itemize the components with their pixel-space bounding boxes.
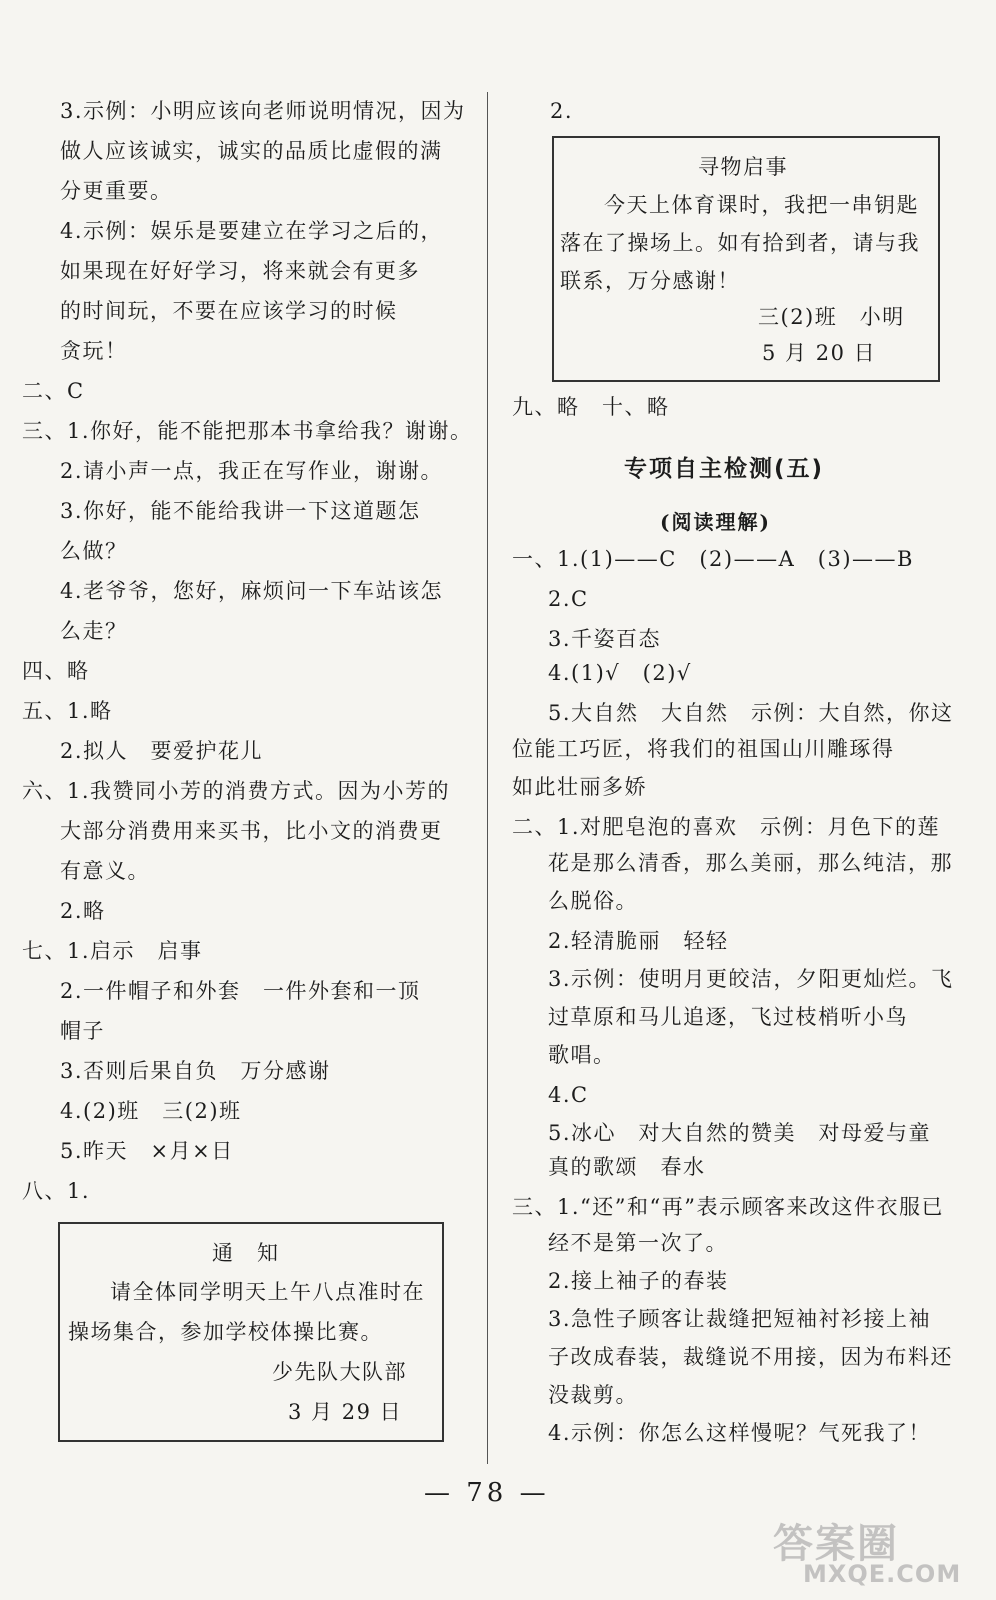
answer-line: 七、1.启示 启事 xyxy=(22,939,203,963)
answer-line: 过草原和马儿追逐，飞过枝梢听小鸟 xyxy=(548,1005,908,1029)
answer-line: 2. xyxy=(550,99,574,123)
notice-title: 通 知 xyxy=(212,1241,280,1265)
answer-line: 3.你好，能不能给我讲一下这道题怎 xyxy=(60,499,421,523)
answer-line: 2.轻清脆丽 轻轻 xyxy=(548,929,729,953)
answer-line: 六、1.我赞同小芳的消费方式。因为小芳的 xyxy=(22,779,451,803)
answer-line: 经不是第一次了。 xyxy=(548,1231,728,1255)
answer-line: 二、C xyxy=(22,379,85,403)
lost-notice-box xyxy=(552,136,940,382)
watermark-url: MXQE.COM xyxy=(803,1560,962,1588)
answer-line: 5.冰心 对大自然的赞美 对母爱与童 xyxy=(548,1121,932,1145)
answer-line: 4.示例：你怎么这样慢呢？气死我了！ xyxy=(548,1421,932,1445)
notice-signature: 少先队大队部 xyxy=(272,1360,407,1384)
answer-line: 帽子 xyxy=(60,1019,105,1043)
page-number: — 78 — xyxy=(424,1478,550,1508)
answer-line: 位能工巧匠，将我们的祖国山川雕琢得 xyxy=(512,737,895,761)
answer-line: 二、1.对肥皂泡的喜欢 示例：月色下的莲 xyxy=(512,815,941,839)
notice-body-line: 操场集合，参加学校体操比赛。 xyxy=(68,1320,383,1344)
notice-box xyxy=(58,1222,444,1442)
lost-notice-body-line: 今天上体育课时，我把一串钥匙 xyxy=(604,193,919,217)
answer-line: 如此壮丽多娇 xyxy=(512,775,647,799)
notice-body-line: 请全体同学明天上午八点准时在 xyxy=(110,1280,425,1304)
answer-line: 四、略 xyxy=(22,659,90,683)
notice-date: 3 月 29 日 xyxy=(288,1400,403,1424)
answer-line: 三、1.“还”和“再”表示顾客来改这件衣服已 xyxy=(512,1195,944,1219)
answer-line: 歌唱。 xyxy=(548,1043,616,1067)
answer-line: 3.示例：小明应该向老师说明情况，因为 xyxy=(60,99,466,123)
lost-notice-body-line: 落在了操场上。如有拾到者，请与我 xyxy=(560,231,920,255)
answer-line: 一、1.(1)——C (2)——A (3)——B xyxy=(512,547,914,571)
answer-line: 2.请小声一点，我正在写作业，谢谢。 xyxy=(60,459,444,483)
answer-line: 分更重要。 xyxy=(60,179,173,203)
lost-notice-body-line: 联系，万分感谢！ xyxy=(560,269,740,293)
answer-line: 做人应该诚实，诚实的品质比虚假的满 xyxy=(60,139,443,163)
answer-line: 没裁剪。 xyxy=(548,1383,638,1407)
answer-line: 3.急性子顾客让裁缝把短袖衬衫接上袖 xyxy=(548,1307,932,1331)
answer-line: 5.昨天 ×月×日 xyxy=(60,1139,234,1163)
answer-line: 八、1. xyxy=(22,1179,91,1203)
lost-notice-signature: 三(2)班 小明 xyxy=(758,305,905,329)
answer-line: 4.老爷爷，您好，麻烦问一下车站该怎 xyxy=(60,579,444,603)
answer-line: 4.(2)班 三(2)班 xyxy=(60,1099,242,1123)
answer-line: 花是那么清香，那么美丽，那么纯洁，那 xyxy=(548,851,953,875)
answer-line: 九、略 十、略 xyxy=(512,395,670,419)
watermark-text: 答案圈 xyxy=(773,1521,899,1567)
answer-line: 子改成春装，裁缝说不用接，因为布料还 xyxy=(548,1345,953,1369)
column-divider xyxy=(487,92,488,1464)
answer-line: 2.略 xyxy=(60,899,106,923)
watermark-logo xyxy=(773,1512,978,1594)
answer-line: 有意义。 xyxy=(60,859,150,883)
answer-line: 么做？ xyxy=(60,539,128,563)
answer-line: 3.示例：使明月更皎洁，夕阳更灿烂。飞 xyxy=(548,967,954,991)
answer-line: 2.一件帽子和外套 一件外套和一顶 xyxy=(60,979,421,1003)
answer-line: 3.否则后果自负 万分感谢 xyxy=(60,1059,331,1083)
answer-line: 3.千姿百态 xyxy=(548,627,662,651)
answer-line: 5.大自然 大自然 示例：大自然，你这 xyxy=(548,701,954,725)
answer-line: 4.C xyxy=(548,1083,589,1107)
answer-line: 的时间玩，不要在应该学习的时候 xyxy=(60,299,398,323)
answer-line: 五、1.略 xyxy=(22,699,113,723)
answer-line: 贪玩！ xyxy=(60,339,128,363)
answer-line: 么脱俗。 xyxy=(548,889,638,913)
lost-notice-title: 寻物启事 xyxy=(698,155,788,179)
answer-line: 大部分消费用来买书，比小文的消费更 xyxy=(60,819,443,843)
answer-line: 真的歌颂 春水 xyxy=(548,1155,706,1179)
answer-line: 2.C xyxy=(548,587,589,611)
answer-line: 么走？ xyxy=(60,619,128,643)
answer-line: 三、1.你好，能不能把那本书拿给我？谢谢。 xyxy=(22,419,473,443)
answer-line: 如果现在好好学习，将来就会有更多 xyxy=(60,259,420,283)
answer-line: 4.(1)√ (2)√ xyxy=(548,661,692,685)
section-subtitle: (阅读理解) xyxy=(660,510,771,534)
lost-notice-date: 5 月 20 日 xyxy=(762,341,877,365)
answer-line: 4.示例：娱乐是要建立在学习之后的， xyxy=(60,219,444,243)
section-title: 专项自主检测(五) xyxy=(624,456,825,482)
answer-line: 2.接上袖子的春装 xyxy=(548,1269,729,1293)
answer-line: 2.拟人 要爱护花儿 xyxy=(60,739,264,763)
